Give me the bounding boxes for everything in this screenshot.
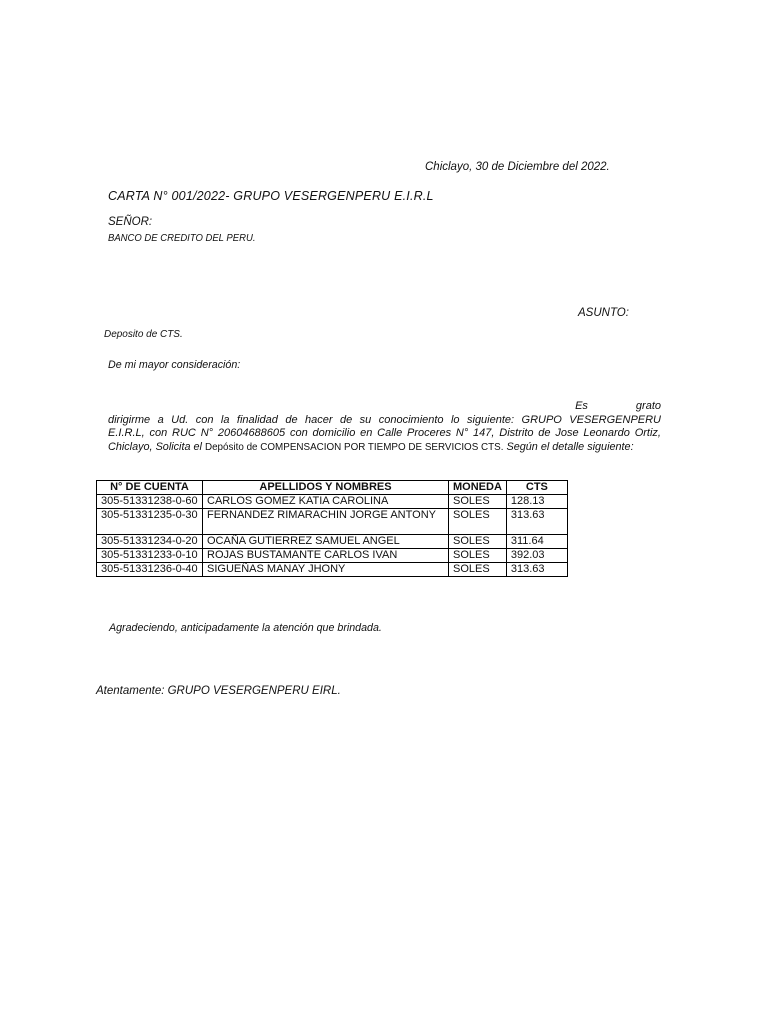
closing-line: Atentamente: GRUPO VESERGENPERU EIRL. — [96, 685, 341, 697]
cell-cuenta: 305-51331238-0-60 — [97, 495, 203, 509]
cts-table — [96, 480, 568, 577]
subject-text: Deposito de CTS. — [104, 328, 183, 340]
letter-date: Chiclayo, 30 de Diciembre del 2022. — [425, 161, 610, 173]
table-row — [97, 509, 568, 535]
cell-nombres: OCAÑA GUTIERREZ SAMUEL ANGEL — [203, 535, 449, 549]
cell-moneda: SOLES — [449, 509, 507, 535]
table-header-row — [97, 481, 568, 495]
subject-label: ASUNTO: — [578, 307, 629, 319]
cell-moneda: SOLES — [449, 549, 507, 563]
cell-nombres: CARLOS GOMEZ KATIA CAROLINA — [203, 495, 449, 509]
recipient-name: BANCO DE CREDITO DEL PERU. — [108, 233, 256, 244]
cell-cts: 313.63 — [506, 509, 567, 535]
cell-nombres: SIGUEÑAS MANAY JHONY — [203, 563, 449, 577]
cell-moneda: SOLES — [449, 563, 507, 577]
cell-cuenta: 305-51331234-0-20 — [97, 535, 203, 549]
cell-nombres: ROJAS BUSTAMANTE CARLOS IVAN — [203, 549, 449, 563]
table-row — [97, 495, 568, 509]
cell-cuenta: 305-51331236-0-40 — [97, 563, 203, 577]
body-line-1: Es grato — [575, 400, 661, 412]
header-moneda: MONEDA — [449, 481, 507, 495]
body-line-2: dirigirme a Ud. con la finalidad de hacer de su conocimiento lo siguiente: GRUPO VESERGENPERU — [108, 413, 661, 426]
salutation-title: SEÑOR: — [108, 216, 153, 228]
table-row — [97, 535, 568, 549]
cell-nombres: FERNANDEZ RIMARACHIN JORGE ANTONY — [203, 509, 449, 535]
body-paragraph — [108, 400, 661, 455]
cell-moneda: SOLES — [449, 495, 507, 509]
table-row — [97, 563, 568, 577]
cell-cts: 128.13 — [506, 495, 567, 509]
letter-reference: CARTA N° 001/2022- GRUPO VESERGENPERU E.I.R.L — [108, 189, 434, 203]
header-nombres: APELLIDOS Y NOMBRES — [203, 481, 449, 495]
cell-moneda: SOLES — [449, 535, 507, 549]
table-row — [97, 549, 568, 563]
thanks-line: Agradeciendo, anticipadamente la atención que brindada. — [109, 622, 382, 634]
cell-cuenta: 305-51331235-0-30 — [97, 509, 203, 535]
cell-cuenta: 305-51331233-0-10 — [97, 549, 203, 563]
body-line-3: E.I.R.L, con RUC N° 20604688605 con domicilio en Calle Proceres N° 147, Distrito de Jose Leonardo Ortiz, — [108, 427, 661, 440]
header-cts: CTS — [506, 481, 567, 495]
cell-cts: 313.63 — [506, 563, 567, 577]
header-cuenta: N° DE CUENTA — [97, 481, 203, 495]
cell-cts: 392.03 — [506, 549, 567, 563]
greeting: De mi mayor consideración: — [108, 359, 241, 371]
cell-cts: 311.64 — [506, 535, 567, 549]
body-line-4: Chiclayo, Solicita el Depósito de COMPENSACION POR TIEMPO DE SERVICIOS CTS. Según el detalle siguiente: — [108, 441, 634, 454]
